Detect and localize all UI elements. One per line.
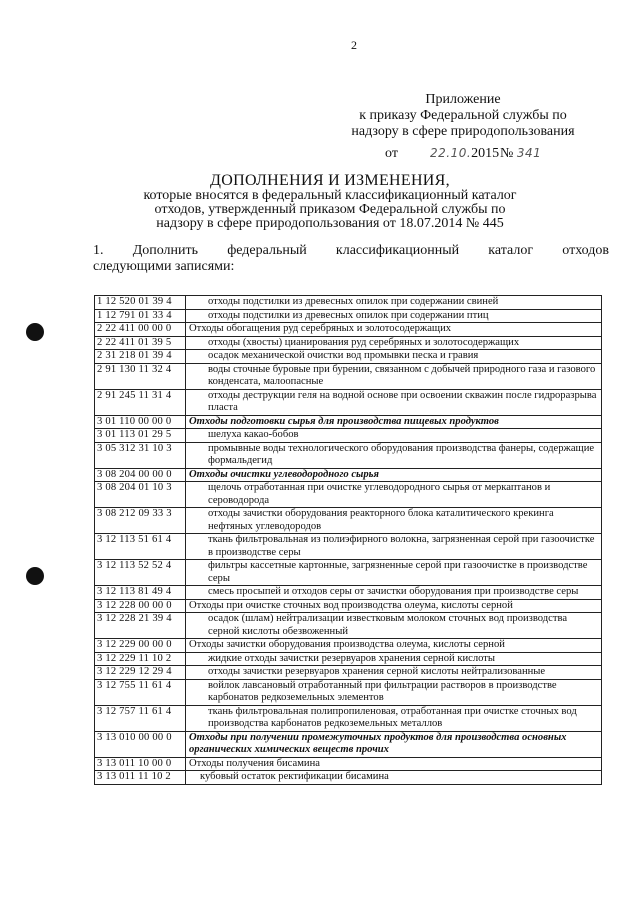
handwritten-number: 341 — [516, 146, 542, 160]
waste-code-cell: 3 12 757 11 61 4 — [95, 705, 186, 731]
table-row — [95, 705, 602, 731]
waste-catalog-table — [94, 295, 602, 785]
waste-description-cell: отходы подстилки из древесных опилок при содержании свиней — [186, 296, 602, 310]
waste-description-cell: смесь просыпей и отходов серы от зачистки оборудования при производстве серы — [186, 586, 602, 600]
waste-description-cell: Отходы обогащения руд серебряных и золотосодержащих — [186, 323, 602, 337]
waste-code-cell: 3 13 011 11 10 2 — [95, 771, 186, 785]
table-row — [95, 666, 602, 680]
table-row — [95, 599, 602, 613]
waste-description-cell: шелуха какао-бобов — [186, 429, 602, 443]
table-row — [95, 757, 602, 771]
waste-code-cell: 1 12 791 01 33 4 — [95, 309, 186, 323]
table-row — [95, 613, 602, 639]
waste-code-cell: 2 91 245 11 31 4 — [95, 389, 186, 415]
waste-description-cell: Отходы при очистке сточных вод производства олеума, кислоты серной — [186, 599, 602, 613]
waste-code-cell: 3 12 755 11 61 4 — [95, 679, 186, 705]
waste-code-cell: 3 12 229 12 29 4 — [95, 666, 186, 680]
table-row — [95, 679, 602, 705]
waste-code-cell: 3 12 113 52 52 4 — [95, 560, 186, 586]
order-number-label: № — [500, 146, 514, 161]
appendix-order-ref: к приказу Федеральной службы по — [359, 108, 567, 123]
table-row — [95, 363, 602, 389]
paragraph-line-2: следующими записями: — [93, 259, 235, 274]
waste-code-cell: 3 12 228 21 39 4 — [95, 613, 186, 639]
table-row — [95, 389, 602, 415]
waste-description-cell: отходы зачистки резервуаров хранения серной кислоты нейтрализованные — [186, 666, 602, 680]
waste-description-cell: отходы зачистки оборудования реакторного блока каталитического крекинга нефтяных углеводородов — [186, 508, 602, 534]
table-row — [95, 482, 602, 508]
waste-description-cell: щелочь отработанная при очистке углеводородного сырья от меркаптанов и сероводорода — [186, 482, 602, 508]
waste-code-cell: 2 22 411 00 00 0 — [95, 323, 186, 337]
waste-description-cell: ткань фильтровальная из полиэфирного волокна, загрязненная серой при газоочистке в производстве серы — [186, 534, 602, 560]
waste-description-cell: Отходы очистки углеводородного сырья — [186, 468, 602, 482]
waste-code-cell: 3 12 229 11 10 2 — [95, 652, 186, 666]
waste-code-cell: 3 12 228 00 00 0 — [95, 599, 186, 613]
table-row — [95, 309, 602, 323]
appendix-heading: Приложение — [425, 92, 501, 107]
waste-code-cell: 2 31 218 01 39 4 — [95, 350, 186, 364]
waste-description-cell: войлок лавсановый отработанный при фильтрации растворов в производстве карбонатов редкоземельных элементов — [186, 679, 602, 705]
waste-code-cell: 2 22 411 01 39 5 — [95, 336, 186, 350]
table-row — [95, 639, 602, 653]
order-date — [430, 146, 499, 162]
page-number: 2 — [351, 38, 357, 52]
table-row — [95, 296, 602, 310]
paragraph-line-1: 1. Дополнить федеральный классификационный каталог отходов — [93, 243, 609, 258]
document-title — [90, 172, 570, 231]
table-row — [95, 508, 602, 534]
table-row — [95, 586, 602, 600]
waste-description-cell: Отходы подготовки сырья для производства пищевых продуктов — [186, 415, 602, 429]
order-number — [500, 146, 541, 162]
title-line-3: отходов, утвержденный приказом Федеральной службы по — [154, 202, 506, 217]
table-row — [95, 771, 602, 785]
table-row — [95, 468, 602, 482]
waste-code-cell: 3 12 229 00 00 0 — [95, 639, 186, 653]
waste-description-cell: кубовый остаток ректификации бисамина — [186, 771, 602, 785]
title-line-2: которые вносятся в федеральный классификационный каталог — [143, 188, 517, 203]
appendix-agency: надзору в сфере природопользования — [351, 124, 575, 139]
waste-code-cell: 3 12 113 51 61 4 — [95, 534, 186, 560]
table-row — [95, 442, 602, 468]
punch-hole-mark — [26, 323, 44, 341]
title-main: ДОПОЛНЕНИЯ И ИЗМЕНЕНИЯ, — [210, 172, 450, 189]
order-from-label: от — [385, 146, 398, 161]
waste-description-cell: промывные воды технологического оборудования производства фанеры, содержащие формальдегид — [186, 442, 602, 468]
waste-description-cell: воды сточные буровые при бурении, связанном с добычей природного газа и газового конденсата, малоопасные — [186, 363, 602, 389]
table-row — [95, 429, 602, 443]
catalog-table-body — [95, 296, 602, 785]
table-row — [95, 560, 602, 586]
waste-code-cell: 1 12 520 01 39 4 — [95, 296, 186, 310]
waste-code-cell: 2 91 130 11 32 4 — [95, 363, 186, 389]
waste-description-cell: отходы деструкции геля на водной основе при освоении скважин после гидроразрыва пласта — [186, 389, 602, 415]
waste-code-cell: 3 01 113 01 29 5 — [95, 429, 186, 443]
waste-code-cell: 3 08 212 09 33 3 — [95, 508, 186, 534]
appendix-block — [338, 92, 588, 140]
table-row — [95, 350, 602, 364]
waste-description-cell: отходы (хвосты) цианирования руд серебряных и золотосодержащих — [186, 336, 602, 350]
table-row — [95, 652, 602, 666]
waste-description-cell: осадок (шлам) нейтрализации известковым молоком сточных вод производства серной кислоты обезвоженный — [186, 613, 602, 639]
title-line-4: надзору в сфере природопользования от 18.07.2014 № 445 — [156, 216, 504, 231]
waste-description-cell: ткань фильтровальная полипропиленовая, отработанная при очистке сточных вод производства карбонатов редкоземельных металлов — [186, 705, 602, 731]
waste-code-cell: 3 12 113 81 49 4 — [95, 586, 186, 600]
waste-description-cell: Отходы зачистки оборудования производства олеума, кислоты серной — [186, 639, 602, 653]
waste-description-cell: отходы подстилки из древесных опилок при содержании птиц — [186, 309, 602, 323]
waste-description-cell: Отходы при получении промежуточных продуктов для производства основных органических химических веществ прочих — [186, 731, 602, 757]
waste-description-cell: жидкие отходы зачистки резервуаров хранения серной кислоты — [186, 652, 602, 666]
table-row — [95, 323, 602, 337]
waste-description-cell: осадок механической очистки вод промывки песка и гравия — [186, 350, 602, 364]
waste-code-cell: 3 05 312 31 10 3 — [95, 442, 186, 468]
order-year: 2015 — [471, 146, 500, 161]
handwritten-date: 22.10. — [430, 146, 472, 160]
waste-code-cell: 3 08 204 01 10 3 — [95, 482, 186, 508]
waste-code-cell: 3 13 010 00 00 0 — [95, 731, 186, 757]
punch-hole-mark — [26, 567, 44, 585]
waste-code-cell: 3 13 011 10 00 0 — [95, 757, 186, 771]
waste-code-cell: 3 01 110 00 00 0 — [95, 415, 186, 429]
table-row — [95, 336, 602, 350]
table-row — [95, 415, 602, 429]
waste-description-cell: Отходы получения бисамина — [186, 757, 602, 771]
waste-description-cell: фильтры кассетные картонные, загрязненные серой при газоочистке в производстве серы — [186, 560, 602, 586]
waste-code-cell: 3 08 204 00 00 0 — [95, 468, 186, 482]
table-row — [95, 731, 602, 757]
table-row — [95, 534, 602, 560]
